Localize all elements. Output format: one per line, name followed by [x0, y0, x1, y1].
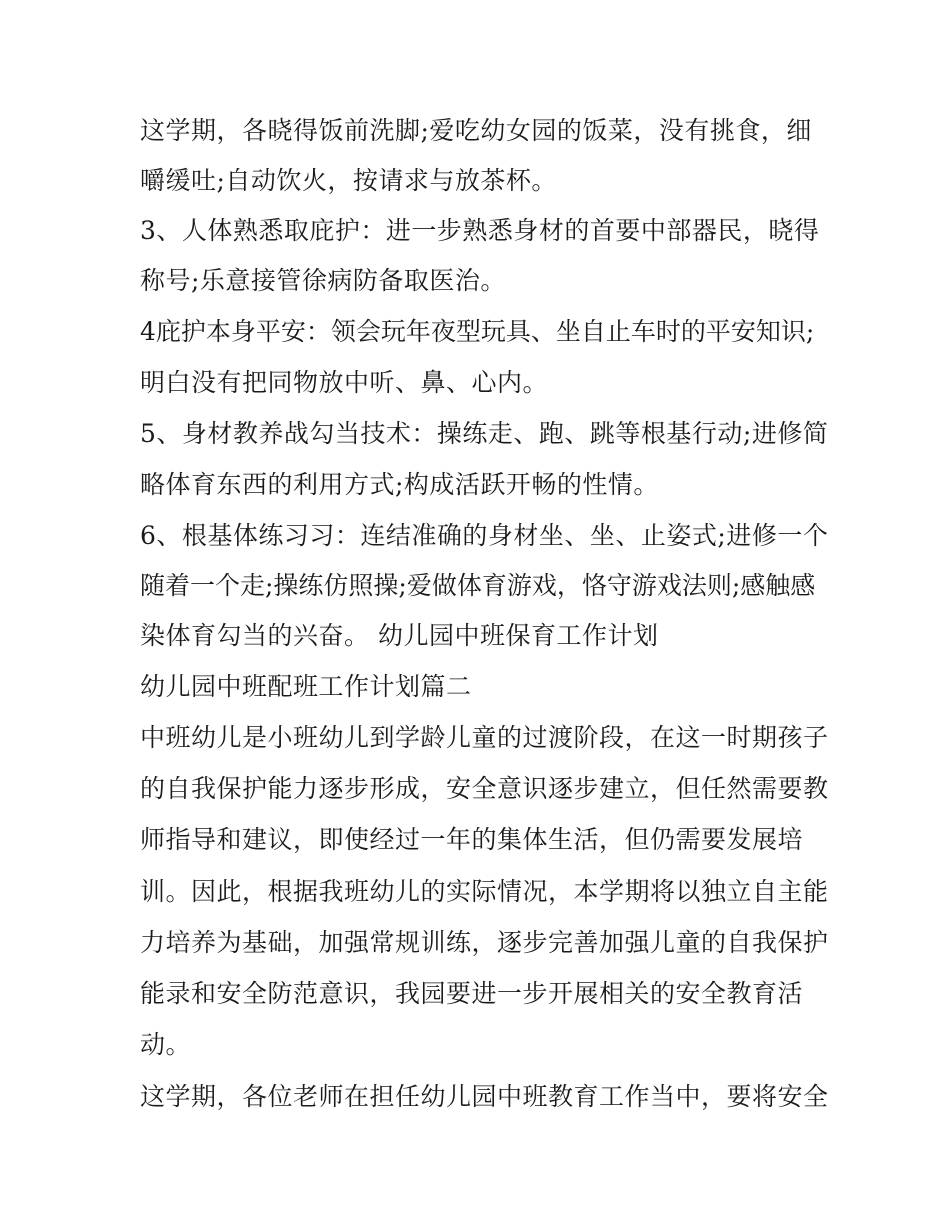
- text-line: 6、根基体练习习：连结准确的身材坐、坐、止姿式;进修一个: [140, 521, 829, 550]
- text-line: 能录和安全防范意识，我园要进一步开展相关的安全教育活: [140, 979, 804, 1008]
- text-line: 称号;乐意接管徐病防备取医治。: [140, 266, 506, 295]
- text-line: 的自我保护能力逐步形成，安全意识逐步建立，但任然需要教: [140, 774, 829, 803]
- text-line: 动。: [140, 1030, 192, 1059]
- text-line: 略体育东西的利用方式;构成活跃开畅的性情。: [140, 470, 659, 499]
- text-line: 染体育勾当的兴奋。 幼儿园中班保育工作计划: [140, 621, 659, 650]
- text-line: 嚼缓吐;自动饮火，按请求与放茶杯。: [140, 166, 557, 195]
- section-heading: 幼儿园中班配班工作计划篇二: [140, 672, 472, 701]
- text-line: 5、身材教养战勾当技术：操练走、跑、跳等根基行动;进修简: [140, 419, 829, 448]
- text-line: 师指导和建议，即使经过一年的集体生活，但仍需要发展培: [140, 825, 804, 854]
- text-line: 3、人体熟悉取庇护：进一步熟悉身材的首要中部器民，晓得: [140, 216, 820, 245]
- text-line: 这学期，各晓得饭前洗脚;爱吃幼女园的饭菜，没有挑食，细: [140, 116, 812, 145]
- text-line: 明白没有把同物放中听、鼻、心内。: [140, 368, 549, 397]
- text-line: 随着一个走;操练仿照操;爱做体育游戏，恪守游戏法则;感触感: [140, 571, 816, 600]
- text-line: 力培养为基础，加强常规训练，逐步完善加强儿童的自我保护: [140, 928, 829, 957]
- text-line: 中班幼儿是小班幼儿到学龄儿童的过渡阶段，在这一时期孩子: [140, 723, 829, 752]
- text-line: 4庇护本身平安：领会玩年夜型玩具、坐自止车时的平安知识;: [140, 317, 815, 346]
- text-line: 这学期，各位老师在担任幼儿园中班教育工作当中，要将安全: [140, 1082, 829, 1111]
- text-line: 训。因此，根据我班幼儿的实际情况，本学期将以独立自主能: [140, 877, 829, 906]
